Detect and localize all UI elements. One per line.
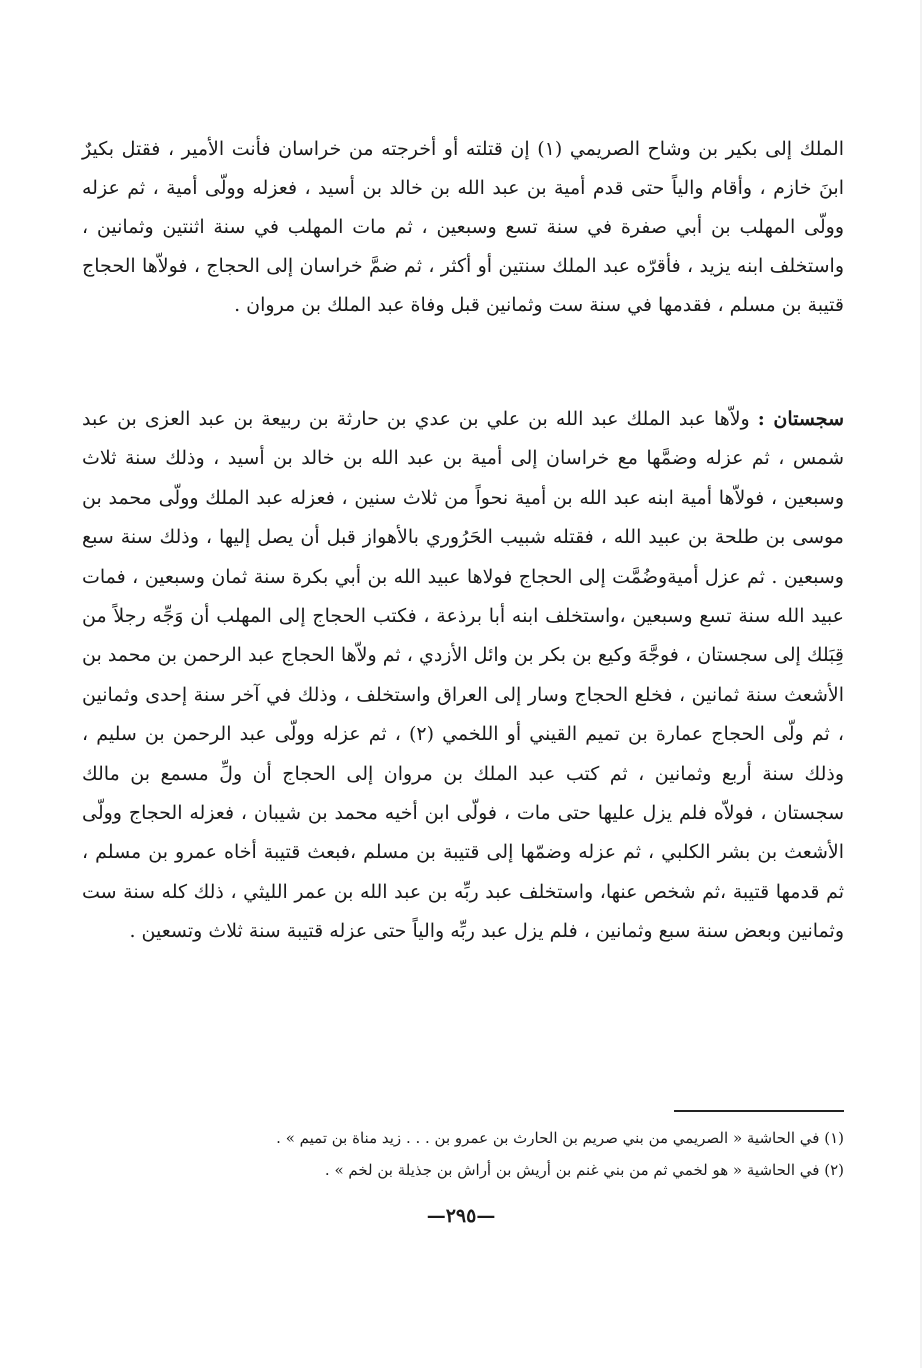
paragraph-text: ولاّها عبد الملك عبد الله بن علي بن عدي بن حارثة بن ربيعة بن عبد العزى بن عبد شمس ، ثم عزله وضمَّها مع خراسان إلى أمية بن عبد الله بن خالد بن أسيد ، وذلك سنة ثلاث وسبعين ، فولاّها أمية ابنه عبد الله بن أمية نحواً من ثلاث سنين ، فعزله عبد الملك وولّى محمد بن موسى بن طلحة بن عبيد الله ، فقتله شبيب الحَرُوري بالأهواز قبل أن يصل إليها ، وذلك سنة سبع وسبعين . ثم عزل أميةوضُمَّت إلى الحجاج فولاها عبيد الله بن أبي بكرة سنة ثمان وسبعين ، فمات عبيد الله سنة تسع وسبعين ،واستخلف ابنه أبا برذعة ، فكتب الحجاج إلى المهلب أن وَجِّه رجلاً من قِبَلك إلى سجستان ، فوجَّهَ وكيع بن بكر بن وائل الأزدي ، ثم ولاّها الحجاج عبد الرحمن بن محمد بن الأشعث سنة ثمانين ، فخلع الحجاج وسار إلى العراق واستخلف ، وذلك في آخر سنة إحدى وثمانين ، ثم ولّى الحجاج عمارة بن تميم القيني أو اللخمي (٢) ، ثم عزله وولّى عبد الرحمن بن سليم ، وذلك سنة أربع وثمانين ، ثم كتب عبد الملك بن مروان إلى الحجاج أن ولِّ مسمع بن مالك سجستان ، فولاّه فلم يزل عليها حتى مات ، فولّى ابن أخيه محمد بن شيبان ، فعزله الحجاج وولّى الأشعث بن بشر الكلبي ، ثم عزله وضمّها إلى قتيبة بن مسلم ،فبعث قتيبة أخاه عمرو بن مسلم ، ثم قدمها قتيبة ،ثم شخص عنها، واستخلف عبد ربِّه بن عبد الله بن عمر الليثي ، ذلك كله سنة ست وثمانين وبعض سنة سبع وثمانين ، فلم يزل عبد ربِّه والياً حتى عزله قتيبة سنة ثلاث وتسعين . [82, 408, 844, 943]
paragraph-heading-sijistan: سجستان : [757, 408, 844, 430]
page-number: —٢٩٥— [426, 1205, 496, 1227]
footnote-1: (١) في الحاشية « الصريمي من بني صريم بن الحارث بن عمرو بن . . . زيد مناة بن تميم » . [276, 1129, 844, 1147]
body-paragraph-1 [82, 130, 844, 325]
paragraph-text: الملك إلى بكير بن وشاح الصريمي (١) إن قتلته أو أخرجته من خراسان فأنت الأمير ، فقتل بكيرٌ ابنَ خازم ، وأقام والياً حتى قدم أمية بن عبد الله بن خالد بن أسيد ، فعزله وولّى أمية ، ثم عزله وولّى المهلب بن أبي صفرة في سنة تسع وسبعين ، ثم مات المهلب في سنة اثنتين وثمانين ، واستخلف ابنه يزيد ، فأقرّه عبد الملك سنتين أو أكثر ، ثم ضمَّ خراسان إلى الحجاج ، فولاّها الحجاج قتيبة بن مسلم ، فقدمها في سنة ست وثمانين قبل وفاة عبد الملك بن مروان . [82, 138, 844, 316]
footnotes [82, 1122, 844, 1186]
footnote-separator [674, 1110, 844, 1112]
body-paragraph-sijistan [82, 400, 844, 952]
footnote-2: (٢) في الحاشية « هو لخمي ثم من بني غنم بن أريش بن أراش بن جذيلة بن لخم » . [324, 1161, 844, 1179]
